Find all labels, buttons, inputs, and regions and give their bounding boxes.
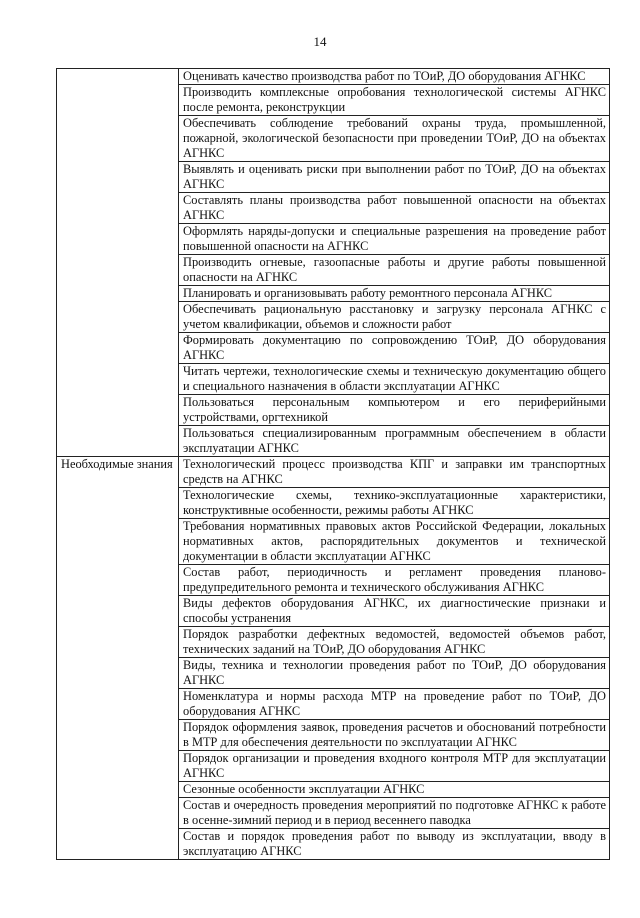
knowledge-item: Сезонные особенности эксплуатации АГНКС <box>179 782 610 798</box>
table-row <box>57 457 610 488</box>
knowledge-item: Состав работ, периодичность и регламент проведения планово-предупредительного ремонта и технического обслуживания АГНКС <box>179 565 610 596</box>
skill-item: Выявлять и оценивать риски при выполнении работ по ТОиР, ДО на объектах АГНКС <box>179 162 610 193</box>
knowledge-label: Необходимые знания <box>57 457 179 860</box>
skill-item: Формировать документацию по сопровождению ТОиР, ДО оборудования АГНКС <box>179 333 610 364</box>
skill-item: Читать чертежи, технологические схемы и техническую документацию общего и специального назначения в области эксплуатации АГНКС <box>179 364 610 395</box>
page-number: 14 <box>313 34 327 49</box>
skill-item: Производить комплексные опробования технологической системы АГНКС после ремонта, реконструкции <box>179 85 610 116</box>
skill-item: Обеспечивать рациональную расстановку и загрузку персонала АГНКС с учетом квалификации, объемов и сложности работ <box>179 302 610 333</box>
competency-table <box>56 68 610 860</box>
skill-item: Обеспечивать соблюдение требований охраны труда, промышленной, пожарной, экологической безопасности при проведении ТОиР, ДО на объектах АГНКС <box>179 116 610 162</box>
knowledge-item: Номенклатура и нормы расхода МТР на проведение работ по ТОиР, ДО оборудования АГНКС <box>179 689 610 720</box>
knowledge-item: Порядок оформления заявок, проведения расчетов и обоснований потребности в МТР для обеспечения деятельности по эксплуатации АГНКС <box>179 720 610 751</box>
skill-item: Оформлять наряды-допуски и специальные разрешения на проведение работ повышенной опасности на АГНКС <box>179 224 610 255</box>
knowledge-item: Технологический процесс производства КПГ и заправки им транспортных средств на АГНКС <box>179 457 610 488</box>
knowledge-item: Состав и очередность проведения мероприятий по подготовке АГНКС к работе в осенне-зимний период и в период весеннего паводка <box>179 798 610 829</box>
skill-item: Пользоваться специализированным программным обеспечением в области эксплуатации АГНКС <box>179 426 610 457</box>
skill-item: Оценивать качество производства работ по ТОиР, ДО оборудования АГНКС <box>179 69 610 85</box>
skill-item: Пользоваться персональным компьютером и его периферийными устройствами, оргтехникой <box>179 395 610 426</box>
knowledge-item: Порядок разработки дефектных ведомостей, ведомостей объемов работ, технических заданий на ТОиР, ДО оборудования АГНКС <box>179 627 610 658</box>
knowledge-item: Порядок организации и проведения входного контроля МТР для эксплуатации АГНКС <box>179 751 610 782</box>
skills-label-cell <box>57 69 179 457</box>
knowledge-item: Виды дефектов оборудования АГНКС, их диагностические признаки и способы устранения <box>179 596 610 627</box>
knowledge-item: Технологические схемы, технико-эксплуатационные характеристики, конструктивные особенности, режимы работы АГНКС <box>179 488 610 519</box>
table-row <box>57 69 610 85</box>
knowledge-item: Виды, техника и технологии проведения работ по ТОиР, ДО оборудования АГНКС <box>179 658 610 689</box>
knowledge-item: Состав и порядок проведения работ по выводу из эксплуатации, вводу в эксплуатацию АГНКС <box>179 829 610 860</box>
skill-item: Производить огневые, газоопасные работы и другие работы повышенной опасности на АГНКС <box>179 255 610 286</box>
skill-item: Планировать и организовывать работу ремонтного персонала АГНКС <box>179 286 610 302</box>
skill-item: Составлять планы производства работ повышенной опасности на объектах АГНКС <box>179 193 610 224</box>
knowledge-item: Требования нормативных правовых актов Российской Федерации, локальных нормативных актов, распорядительных документов и технической документации в области эксплуатации АГНКС <box>179 519 610 565</box>
